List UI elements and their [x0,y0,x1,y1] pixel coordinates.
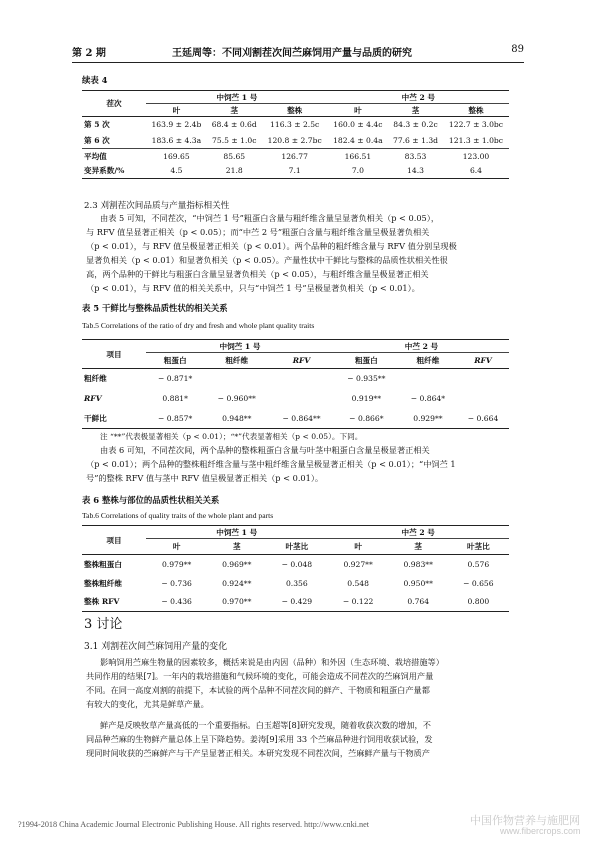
row-label: 粗纤维 [84,374,107,384]
table5 [82,339,509,429]
table-cell: 77.6 ± 1.3d [388,133,443,149]
table4-sub: 茎 [388,104,443,117]
text-line: 由表 6 可知，不同茬次间，两个品种的整株粗蛋白含量与叶茎中粗蛋白含量呈极显著正相关 [100,445,430,455]
text-line: 现同时间收获的苎麻鲜产与干产呈显著正相关。本研究发现不同茬次间，苎麻鲜产量与干物质产 [86,748,430,758]
table-cell: 0.919** [351,394,381,403]
table-cell: 163.9 ± 2.4b [151,120,202,130]
row-label: 整株粗纤维 [84,578,122,588]
table-cell [269,389,334,409]
table5-sub: RFV [457,353,509,369]
text-line: 同品种苎麻的生物鲜产量总体上呈下降趋势。姜涛[9]采用 33 个苎麻品种进行饲用收获试验，发 [86,734,433,744]
table-cell [204,369,269,389]
paragraph-2-3 [86,211,512,295]
table-cell: − 0.436 [146,593,207,612]
table-row [82,164,509,179]
table-cell: 0.983** [403,559,433,569]
section-heading-3: 3 讨论 [84,617,123,632]
table-row [82,555,509,574]
table-cell: 4.5 [146,164,207,179]
table4-sub: 叶 [146,104,207,117]
table-cell: − 0.656 [463,578,494,588]
paragraph-3-1b [86,718,512,760]
table-cell: 182.4 ± 0.4a [328,133,388,149]
table-cell: 14.3 [388,164,443,179]
table-cell: 7.1 [262,164,328,179]
table-cell: 21.8 [207,164,262,179]
copyright-footer: ?1994-2018 China Academic Journal Electronic Publishing House. All rights reserved. http://www.cnki.net [18,820,370,829]
text-line: （p < 0.01），与 RFV 值的相关关系中，只与“中饲苎 1 号”呈极显著负相关（p < 0.01）。 [86,283,420,293]
text-line: 号”的整株 RFV 值与茎中 RFV 值呈极显著正相关（p < 0.01）。 [86,473,324,483]
paragraph-3-1 [86,655,512,711]
table-cell: 120.8 ± 2.7bc [262,133,328,149]
table5-sub: RFV [269,353,334,369]
table6-sub: 叶茎比 [448,539,509,555]
text-line: 影响饲用苎麻生物量的因素较多，概括来说是由内因（品种）和外因（生态环境、栽培措施等） [100,657,444,667]
table-cell: 7.0 [328,164,388,179]
table-cell: − 0.857* [146,409,204,429]
running-title: 王延周等：不同刈割茬次间苎麻饲用产量与品质的研究 [172,48,412,59]
table4-sub: 整株 [262,104,328,117]
row-label: 第 5 次 [84,120,110,130]
page-number: 89 [511,44,524,55]
text-line: 显著负相关（p < 0.01）和显著负相关（p < 0.05）。产量性状中干鲜比与整株的品质性状相关性很 [86,255,448,265]
text-line: 由表 5 可知，不同茬次，“中饲苎 1 号”粗蛋白含量与粗纤维含量呈显著负相关（p < 0.05）， [100,213,440,223]
text-line: 鲜产是反映牧草产量高低的一个重要指标。白玉超等[8]研究发现，随着收获次数的增加，不 [100,720,431,730]
running-header [72,44,524,60]
table-cell: 75.5 ± 1.0c [207,133,262,149]
table-cell: 169.65 [163,151,190,161]
table-cell: − 0.736 [161,578,192,588]
table-cell: − 0.429 [266,593,327,612]
table4-sub: 叶 [328,104,388,117]
table-cell: 0.924** [222,578,252,588]
table-row [82,117,509,133]
table-cell: − 0.935** [347,374,386,384]
table-cell: 122.7 ± 3.0bc [448,120,504,130]
table4-group1: 中饲苎 1 号 [146,91,328,104]
table4-caption: 续表 4 [82,75,108,85]
issue-label: 第 2 期 [72,48,106,59]
row-label: 变异系数/% [82,164,146,179]
table6-sub: 茎 [389,539,448,555]
table5-group2: 中苎 2 号 [334,340,509,353]
table-cell: 0.970** [207,593,266,612]
table5-caption-en: Tab.5 Correlations of the ratio of dry and fresh and whole plant quality traits [82,321,315,330]
table4-row-header: 茬次 [82,91,146,117]
table-row [82,369,509,389]
table-cell: − 0.122 [327,593,388,612]
table-cell: − 0.871* [158,374,193,384]
table-cell: 123.00 [462,151,490,161]
table-row [82,409,509,429]
text-line: （p < 0.01），与 RFV 值呈极显著正相关（p < 0.01）。两个品种的粗纤维含量与 RFV 值分别呈现极 [86,241,457,251]
text-line: 与 RFV 值呈显著正相关（p < 0.05）；而“中苎 2 号”粗蛋白含量与粗纤维含量呈极显著负相关 [86,227,430,237]
table6-sub: 叶茎比 [266,539,327,555]
table-cell: 126.77 [281,151,308,161]
table-row [82,389,509,409]
table-cell: 0.548 [347,578,369,588]
row-label: 第 6 次 [82,133,146,149]
header-rule [72,62,524,63]
table-cell: 166.51 [344,151,372,161]
text-line: 高，两个品种的干鲜比与粗蛋白含量呈显著负相关（p < 0.05），与粗纤维含量呈极显著正相关 [86,269,429,279]
table-row [82,593,509,612]
table5-group1: 中饲苎 1 号 [146,340,334,353]
table-cell: 121.3 ± 1.0bc [443,133,509,149]
section-heading: 2.3 刈割茬次间品质与产量指标相关性 [84,201,230,211]
table6-group1: 中饲苎 1 号 [146,526,327,539]
table-row [82,133,509,149]
table6-row-header: 项目 [82,526,146,555]
text-line: 不同。在同一高度刈割的前提下，本试验的两个品种不同茬次间的鲜产、干物质和粗蛋白产量都 [86,685,430,695]
subsection-heading-3-1: 3.1 刈割茬次间苎麻饲用产量的变化 [84,642,228,652]
table-cell: 0.881* [162,394,188,403]
table-row [82,574,509,593]
table5-sub: 粗纤维 [204,353,269,369]
table4-sub: 整株 [443,104,509,117]
table5-row-header: 项目 [82,340,146,369]
table6-sub: 叶 [146,539,207,555]
table-cell: 0.800 [448,593,509,612]
table-cell: − 0.664 [457,409,509,429]
table-cell: 0.969** [222,559,252,569]
table-cell: − 0.048 [281,559,313,569]
table4 [82,90,509,179]
table-cell: 83.53 [404,151,427,161]
table-cell: 68.4 ± 0.6d [211,120,257,130]
table5-sub: 粗纤维 [399,353,457,369]
table-cell: − 0.864* [410,394,446,403]
table6-sub: 叶 [327,539,388,555]
table4-sub: 茎 [207,104,262,117]
row-label: 干鲜比 [82,409,146,429]
row-label: RFV [84,394,102,403]
table-cell: 0.950** [403,578,433,588]
table-cell: 85.65 [223,151,246,161]
row-label: 整株粗蛋白 [84,559,122,569]
table6-caption: 表 6 整株与部位的品质性状相关关系 [82,495,220,505]
watermark-cn: 中国作物营养与施肥网 [470,814,580,827]
table-row [82,149,509,164]
table-cell [457,389,509,409]
table-cell: 183.6 ± 4.3a [146,133,207,149]
table-cell: 0.576 [467,559,490,569]
table-cell: 0.927** [343,559,373,569]
table-cell: 0.979** [161,559,192,569]
table-cell: 116.3 ± 2.5c [270,120,320,130]
row-label: 平均值 [84,151,107,161]
table5-sub: 粗蛋白 [334,353,399,369]
table-cell: 0.929** [399,409,457,429]
table-cell: 0.764 [389,593,448,612]
table-cell: 160.0 ± 4.4c [333,120,383,130]
table-cell: − 0.864** [269,409,334,429]
table6-sub: 茎 [207,539,266,555]
table-cell: − 0.960** [217,394,256,403]
table5-sub: 粗蛋白 [146,353,204,369]
table5-caption: 表 5 干鲜比与整株品质性状的相关关系 [82,303,228,313]
table6-caption-en: Tab.6 Correlations of quality traits of the whole plant and parts [82,511,274,520]
table-cell: 0.948** [204,409,269,429]
table-cell: 0.356 [285,578,308,588]
table-note: 注 “**”代表极显著相关（p < 0.01）；“*”代表显著相关（p < 0.05）。下同。 [100,432,363,441]
table6-group2: 中苎 2 号 [327,526,509,539]
table-cell: 84.3 ± 0.2c [393,120,438,130]
table6 [82,525,509,612]
table4-group2: 中苎 2 号 [328,91,509,104]
text-line: 共同作用的结果[7]。一年内的栽培措施和气候环境的变化，可能会造成不同茬次的苎麻饲用产量 [86,671,434,681]
table-cell: 6.4 [443,164,509,179]
table-cell [399,369,457,389]
table-cell [457,369,509,389]
text-line: （p < 0.01）；两个品种的整株粗纤维含量与茎中粗纤维含量呈极显著正相关（p < 0.01）；“中饲苎 1 [86,459,456,469]
table-cell: − 0.866* [334,409,399,429]
row-label: 整株 RFV [82,593,146,612]
text-line: 有较大的变化，尤其是鲜草产量。 [86,699,209,709]
table-cell [269,369,334,389]
watermark-url: www.fibercrops.com [500,826,581,836]
paragraph-table6 [86,443,512,485]
